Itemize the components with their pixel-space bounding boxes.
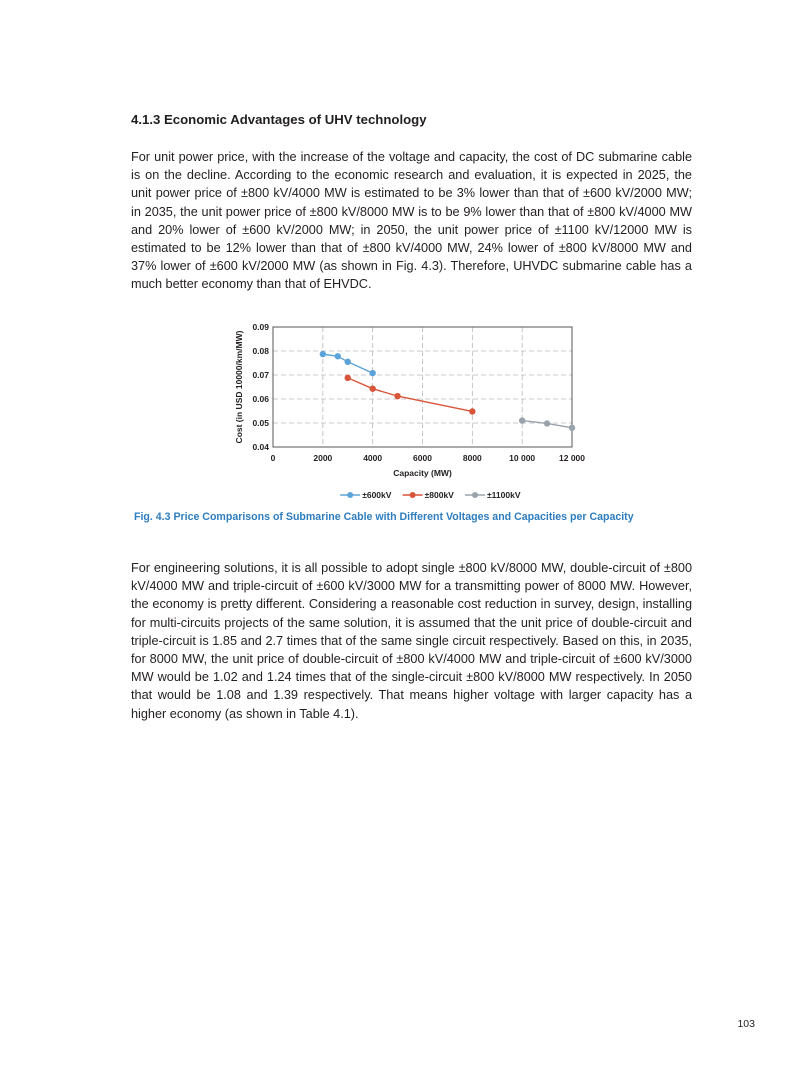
data-point xyxy=(469,408,475,414)
y-axis-title: Cost (in USD 10000/km/MW) xyxy=(234,330,244,444)
paragraph-lead: For engineering solutions, xyxy=(131,561,278,575)
x-tick-label: 4000 xyxy=(363,453,383,463)
data-point xyxy=(345,359,351,365)
paragraph-lead: For unit power price, xyxy=(131,150,249,164)
legend-marker xyxy=(347,492,353,498)
data-point xyxy=(369,385,375,391)
x-tick-label: 8000 xyxy=(462,453,482,463)
y-tick-label: 0.05 xyxy=(252,418,269,428)
page-number: 103 xyxy=(737,1018,755,1030)
data-point xyxy=(544,420,550,426)
paragraph-body: it is all possible to adopt single ±800 kV/8000 MW, double-circuit of ±800 kV/4000 MW and triple-circuit of ±600 kV/3000 MW for a transmitting power of 8000 MW. However, the economy is pretty different. Considering a reasonable cost reduction in survey, design, installing for multi-circuits projects of the same solution, it is assumed that the unit price of double-circuit and triple-circuit is 1.85 and 2.7 times that of the same single circuit respectively. Based on this, in 2035, for 8000 MW, the unit price of double-circuit of ±800 kV/4000 MW and triple-circuit of ±600 kV/3000 MW would be 1.02 and 1.24 times that of the single-circuit ±800 kV/8000 MW respectively. In 2050 that would be 1.08 and 1.39 respectively. That means higher voltage with larger capacity has a higher economy (as shown in Table 4.1). xyxy=(131,561,692,721)
y-tick-label: 0.09 xyxy=(252,322,269,332)
paragraph-unit-power-price xyxy=(131,148,692,294)
series-line xyxy=(348,378,473,412)
paragraph-engineering-solutions xyxy=(131,559,692,723)
legend-label: ±800kV xyxy=(424,490,454,500)
data-point xyxy=(369,370,375,376)
legend-label: ±1100kV xyxy=(487,490,521,500)
legend-label: ±600kV xyxy=(362,490,392,500)
data-point xyxy=(394,393,400,399)
legend-marker xyxy=(410,492,416,498)
legend-marker xyxy=(472,492,478,498)
x-axis-title: Capacity (MW) xyxy=(393,468,452,478)
data-point xyxy=(519,417,525,423)
y-tick-label: 0.04 xyxy=(252,442,269,452)
x-tick-label: 10 000 xyxy=(509,453,536,463)
chart-svg xyxy=(228,318,600,508)
data-point xyxy=(320,351,326,357)
y-tick-label: 0.07 xyxy=(252,370,269,380)
y-tick-label: 0.06 xyxy=(252,394,269,404)
data-point xyxy=(335,353,341,359)
figure-caption: Fig. 4.3 Price Comparisons of Submarine Cable with Different Voltages and Capacities per Capacity xyxy=(134,511,634,523)
x-tick-label: 12 000 xyxy=(559,453,585,463)
x-tick-label: 2000 xyxy=(313,453,333,463)
data-point xyxy=(345,375,351,381)
x-tick-label: 6000 xyxy=(413,453,432,463)
x-tick-label: 0 xyxy=(270,453,276,463)
y-tick-label: 0.08 xyxy=(252,346,269,356)
data-point xyxy=(569,425,575,431)
section-heading: 4.1.3 Economic Advantages of UHV technology xyxy=(131,112,427,127)
price-comparison-chart xyxy=(228,318,600,508)
paragraph-body: with the increase of the voltage and capacity, the cost of DC submarine cable is on the decline. According to the economic research and evaluation, it is expected in 2025, the unit power price of ±800 kV/4000 MW is estimated to be 3% lower than that of ±600 kV/2000 MW; in 2035, the unit power price of ±800 kV/8000 MW is to be 9% lower than that of ±800 kV/4000 MW and 20% lower of ±600 kV/2000 MW; in 2050, the unit power price of ±1100 kV/12000 MW is estimated to be 12% lower than that of ±800 kV/4000 MW, 24% lower of ±800 kV/8000 MW and 37% lower of ±600 kV/2000 MW (as shown in Fig. 4.3). Therefore, UHVDC submarine cable has a much better economy than that of EHVDC. xyxy=(131,150,692,292)
